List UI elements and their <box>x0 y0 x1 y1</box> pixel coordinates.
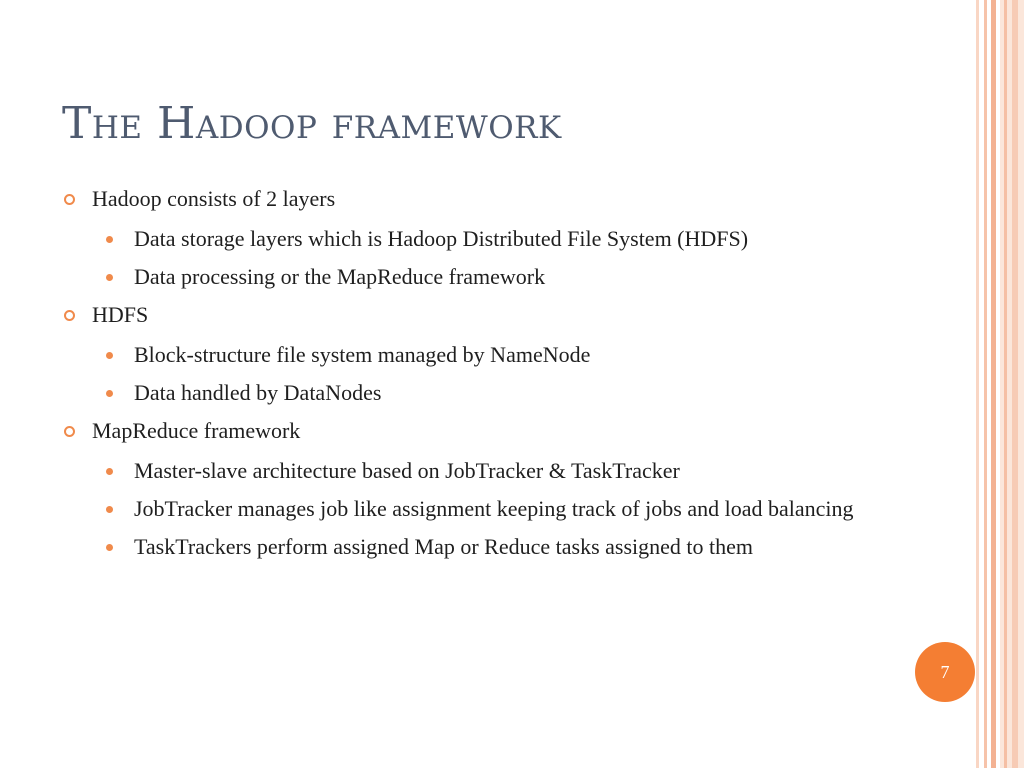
bullet-level1 <box>62 300 882 330</box>
slide-title: The Hadoop framework <box>62 98 562 149</box>
dot-bullet-icon <box>106 274 113 281</box>
bullet-text: TaskTrackers perform assigned Map or Reduce tasks assigned to them <box>134 534 754 559</box>
bullet-text: Data handled by DataNodes <box>134 380 382 405</box>
stripe <box>984 0 987 768</box>
dot-bullet-icon <box>106 544 113 551</box>
dot-bullet-icon <box>106 236 113 243</box>
bullet-text: Master-slave architecture based on JobTracker & TaskTracker <box>134 458 680 483</box>
bullet-level2 <box>62 262 882 292</box>
page-number-badge: 7 <box>915 642 975 702</box>
dot-bullet-icon <box>106 506 113 513</box>
bullet-text: Hadoop consists of 2 layers <box>92 186 336 211</box>
bullet-text: Data processing or the MapReduce framework <box>134 264 546 289</box>
bullet-level1 <box>62 184 882 214</box>
stripe <box>991 0 996 768</box>
dot-bullet-icon <box>106 352 113 359</box>
bullet-level2 <box>62 224 882 254</box>
slide-content <box>62 184 882 570</box>
bullet-level1 <box>62 416 882 446</box>
bullet-level2 <box>62 378 882 408</box>
bullet-text: MapReduce framework <box>92 418 301 443</box>
ring-bullet-icon <box>64 426 75 437</box>
stripe <box>976 0 979 768</box>
bullet-text: Block-structure file system managed by NameNode <box>134 342 591 367</box>
decorative-side-stripes <box>976 0 1024 768</box>
ring-bullet-icon <box>64 194 75 205</box>
bullet-level2 <box>62 456 882 486</box>
dot-bullet-icon <box>106 468 113 475</box>
bullet-level2 <box>62 340 882 370</box>
bullet-text: JobTracker manages job like assignment keeping track of jobs and load balancing <box>134 496 854 521</box>
bullet-level2 <box>62 494 882 524</box>
bullet-text: Data storage layers which is Hadoop Distributed File System (HDFS) <box>134 226 749 251</box>
bullet-text: HDFS <box>92 302 149 327</box>
bullet-level2 <box>62 532 882 562</box>
dot-bullet-icon <box>106 390 113 397</box>
stripe <box>1012 0 1018 768</box>
ring-bullet-icon <box>64 310 75 321</box>
stripe <box>1004 0 1007 768</box>
